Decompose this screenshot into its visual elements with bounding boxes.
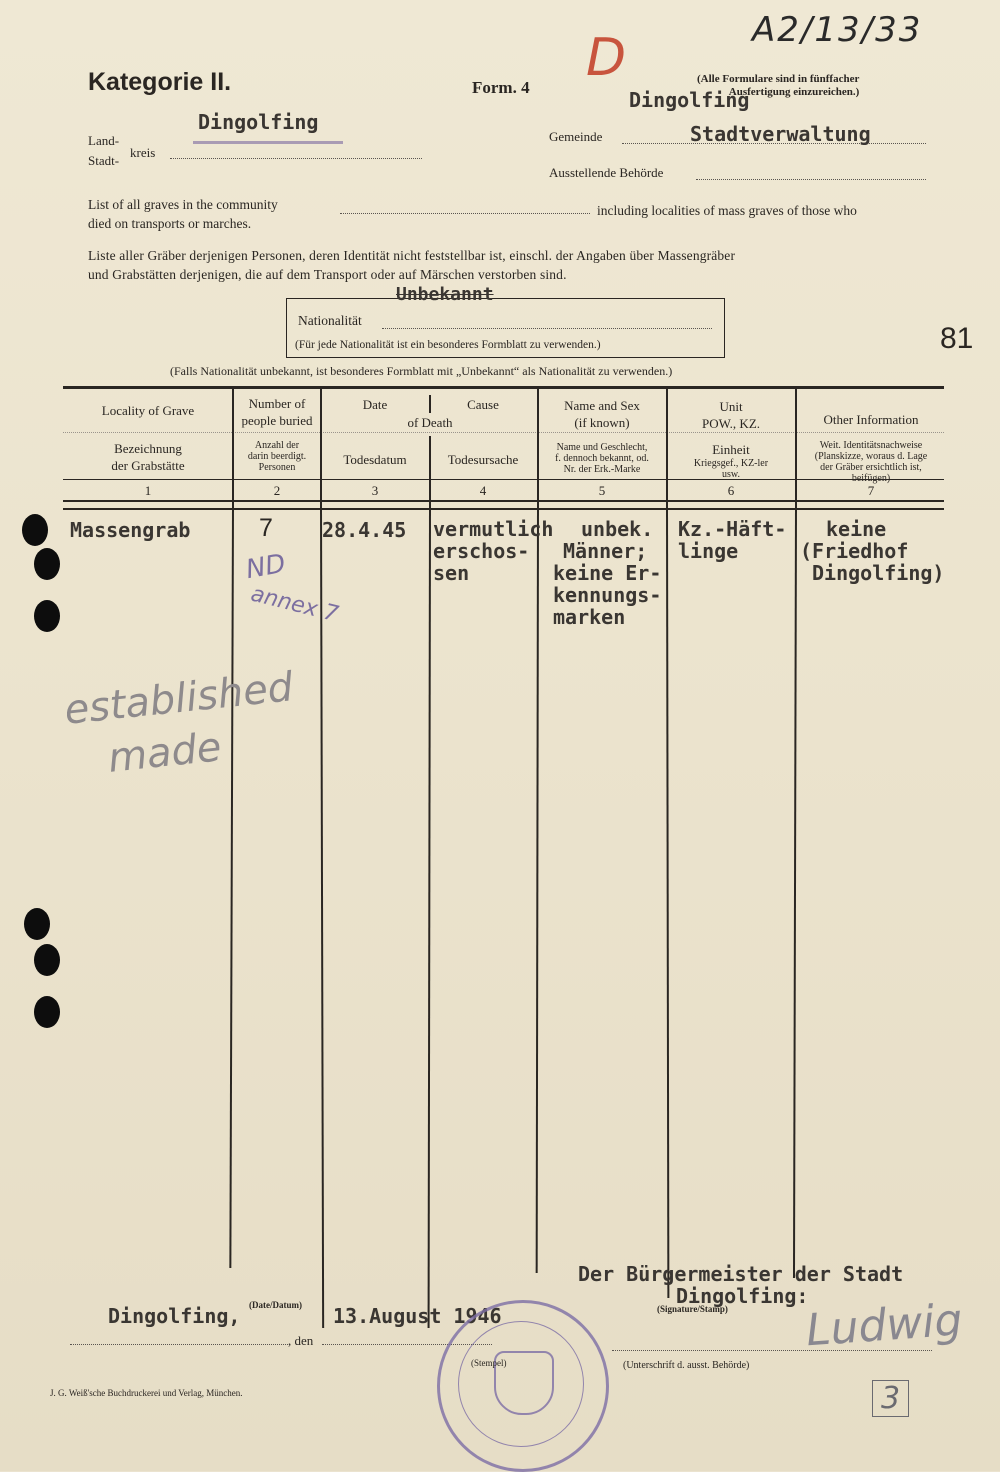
- mayor-line1: Der Bürgermeister der Stadt: [578, 1262, 904, 1286]
- page-number: 81: [940, 322, 974, 355]
- list-de-line1: Liste aller Gräber derjenigen Personen, deren Identität nicht feststellbar ist, einschl. der Angaben über Massengräber: [88, 248, 736, 263]
- col6-number: 6: [727, 483, 735, 498]
- stamp-label: (Stempel): [471, 1358, 507, 1368]
- col2-header-de: [233, 440, 321, 473]
- list-line: [340, 213, 590, 214]
- printer-imprint: J. G. Weiß'sche Buchdruckerei und Verlag, München.: [50, 1388, 243, 1398]
- mayor-line2: Dingolfing:: [676, 1284, 809, 1308]
- nationality-line: [382, 328, 712, 329]
- col7-header-de-line: Weit. Identitätsnachweise: [819, 440, 923, 451]
- col5-header-de-line: Name und Geschlecht,: [556, 442, 648, 453]
- list-en-line1b: including localities of mass graves of those who: [597, 203, 857, 218]
- punch-hole: [34, 548, 60, 580]
- list-de-line2: und Grabstätten derjenigen, die auf dem Transport oder auf Märschen verstorben sind.: [88, 267, 567, 282]
- form-number: Form. 4: [472, 78, 530, 97]
- col3-number: 3: [371, 483, 379, 498]
- punch-hole: [22, 514, 48, 546]
- col1-header-en: Locality of Grave: [101, 403, 195, 418]
- col1-header-de-line: Bezeichnung: [114, 441, 182, 456]
- nd-annotation: ND: [243, 548, 288, 586]
- col7-header-en: Other Information: [823, 412, 919, 427]
- col6-header-de-line: Kriegsgef., KZ-ler: [693, 458, 769, 469]
- col6-header-en: [667, 398, 795, 432]
- col-divider: [536, 508, 539, 1273]
- row-name-line: marken: [553, 605, 626, 629]
- nationality-label: Nationalität: [298, 313, 362, 328]
- kreis-value: Dingolfing: [198, 110, 319, 134]
- established-annotation: established: [62, 664, 296, 734]
- col6-header-de: [667, 442, 795, 480]
- col6-header-en-line: Unit: [719, 399, 743, 414]
- copies-note-line: Ausfertigung einzureichen.): [728, 86, 860, 98]
- place-line: [70, 1344, 288, 1345]
- signature: Ludwig: [804, 1294, 965, 1357]
- col-divider: [793, 508, 797, 1278]
- gemeinde-label: Gemeinde: [549, 129, 603, 144]
- col6-header-en-line: POW., KZ.: [701, 416, 761, 431]
- annex-annotation: annex 7: [248, 581, 341, 628]
- col7-header-de-line: der Gräber ersichtlich ist,: [820, 462, 922, 473]
- punch-hole: [34, 996, 60, 1028]
- col1-number: 1: [144, 483, 152, 498]
- nationality-box: [286, 298, 725, 358]
- col1-header-de: [66, 440, 230, 474]
- table-top-border: [63, 386, 944, 389]
- kreis-line: [170, 158, 422, 159]
- footer-place: Dingolfing,: [108, 1304, 241, 1328]
- den-label: , den: [288, 1333, 314, 1348]
- col7-header-de: [796, 440, 946, 484]
- row-cause-line: vermutlich: [433, 517, 554, 541]
- footer-date: 13.August 1946: [333, 1304, 502, 1328]
- row-number: 7: [259, 514, 273, 542]
- col-divider: [229, 508, 234, 1268]
- row-locality: Massengrab: [70, 518, 191, 542]
- col4-header-de: Todesursache: [447, 452, 519, 467]
- table-mid-rule: [63, 432, 944, 433]
- col5-header-en-line: Name and Sex: [564, 398, 640, 413]
- col7-header-de-line: (Planskizze, woraus d. Lage: [814, 451, 928, 462]
- table-body-top: [63, 508, 944, 510]
- col5-header-de: [538, 442, 666, 475]
- underline-mark: [193, 141, 343, 144]
- list-en-line2: died on transports or marches.: [88, 216, 252, 231]
- box-annotation: 3: [872, 1380, 909, 1417]
- official-stamp: [437, 1300, 609, 1472]
- col7-number: 7: [867, 483, 875, 498]
- col2-header-en-line: Number of: [248, 396, 306, 411]
- row-cause: [433, 518, 553, 584]
- row-name-line: kennungs-: [553, 583, 662, 607]
- col2-header-en-line: people buried: [241, 413, 313, 428]
- list-en-line1a: List of all graves in the community: [88, 197, 278, 212]
- unknown-note: (Falls Nationalität unbekannt, ist besonderes Formblatt mit „Unbekannt“ als Nationalität zu verwenden.): [170, 364, 673, 378]
- of-death-label: of Death: [407, 415, 453, 430]
- gemeinde-value: Dingolfing: [629, 88, 750, 112]
- col2-header-de-line: Personen: [258, 462, 296, 473]
- landkreis-label: Land-: [88, 133, 120, 148]
- col2-header-de-line: darin beerdigt.: [247, 451, 307, 462]
- row-unit-line: Kz.-Häft-: [678, 517, 787, 541]
- copies-note-line: (Alle Formulare sind in fünffacher: [697, 73, 860, 85]
- row-cause-line: sen: [433, 561, 470, 585]
- behoerde-line: [696, 179, 926, 180]
- made-annotation: made: [105, 724, 224, 782]
- col-divider: [320, 508, 324, 1328]
- col1-header-de-line: der Grabstätte: [111, 458, 185, 473]
- row-name-line: keine Er-: [553, 561, 662, 585]
- signature-line: [612, 1350, 932, 1351]
- row-other-line: (Friedhof: [800, 539, 909, 563]
- col3-header-en: Date: [362, 397, 388, 412]
- nationality-note: (Für jede Nationalität ist ein besonderes Formblatt zu verwenden.): [295, 339, 601, 351]
- col5-header-de-line: Nr. der Erk.-Marke: [563, 464, 641, 475]
- row-other-line: Dingolfing): [812, 561, 945, 585]
- col5-header-en: [538, 397, 666, 431]
- nationality-value: Unbekannt: [396, 284, 494, 305]
- row-other-line: keine: [826, 517, 887, 541]
- col-divider: [666, 508, 669, 1298]
- row-name-line: Männer;: [563, 539, 648, 563]
- col5-number: 5: [598, 483, 606, 498]
- row-unit: [678, 518, 786, 562]
- row-date: 28.4.45: [322, 518, 407, 542]
- col6-header-de-line: Einheit: [712, 442, 750, 457]
- signature-label: (Signature/Stamp): [657, 1304, 728, 1314]
- punch-hole: [34, 944, 60, 976]
- category-title: Kategorie II.: [88, 68, 232, 96]
- row-cause-line: erschos-: [433, 539, 530, 563]
- punch-hole: [24, 908, 50, 940]
- behoerde-label: Ausstellende Behörde: [549, 165, 664, 180]
- row-other: [800, 518, 944, 584]
- kreis-label: kreis: [130, 145, 156, 160]
- behoerde-value: Stadtverwaltung: [690, 122, 871, 146]
- row-unit-line: linge: [678, 539, 739, 563]
- col2-number: 2: [273, 483, 281, 498]
- row-name: [553, 518, 661, 628]
- col7-header-de-line: beifügen): [851, 473, 891, 484]
- col2-header-en: [233, 395, 321, 429]
- date-label: (Date/Datum): [249, 1300, 302, 1310]
- stadtkreis-label: Stadt-: [88, 153, 120, 168]
- punch-hole: [34, 600, 60, 632]
- sig-auth-label: (Unterschrift d. ausst. Behörde): [623, 1360, 750, 1371]
- col2-header-de-line: Anzahl der: [254, 440, 300, 451]
- reference-number: A2/13/33: [752, 10, 923, 50]
- col4-header-en: Cause: [467, 397, 499, 412]
- col-divider: [428, 508, 431, 1328]
- col5-header-de-line: f. dennoch bekannt, od.: [555, 453, 649, 464]
- row-name-line: unbek.: [581, 517, 654, 541]
- table-header-bottom: [63, 500, 944, 502]
- col3-header-de: Todesdatum: [343, 452, 407, 467]
- col5-header-en-line: (if known): [574, 415, 630, 430]
- letter-mark: D: [586, 28, 627, 88]
- col6-header-de-line: usw.: [722, 469, 740, 480]
- col4-number: 4: [479, 483, 487, 498]
